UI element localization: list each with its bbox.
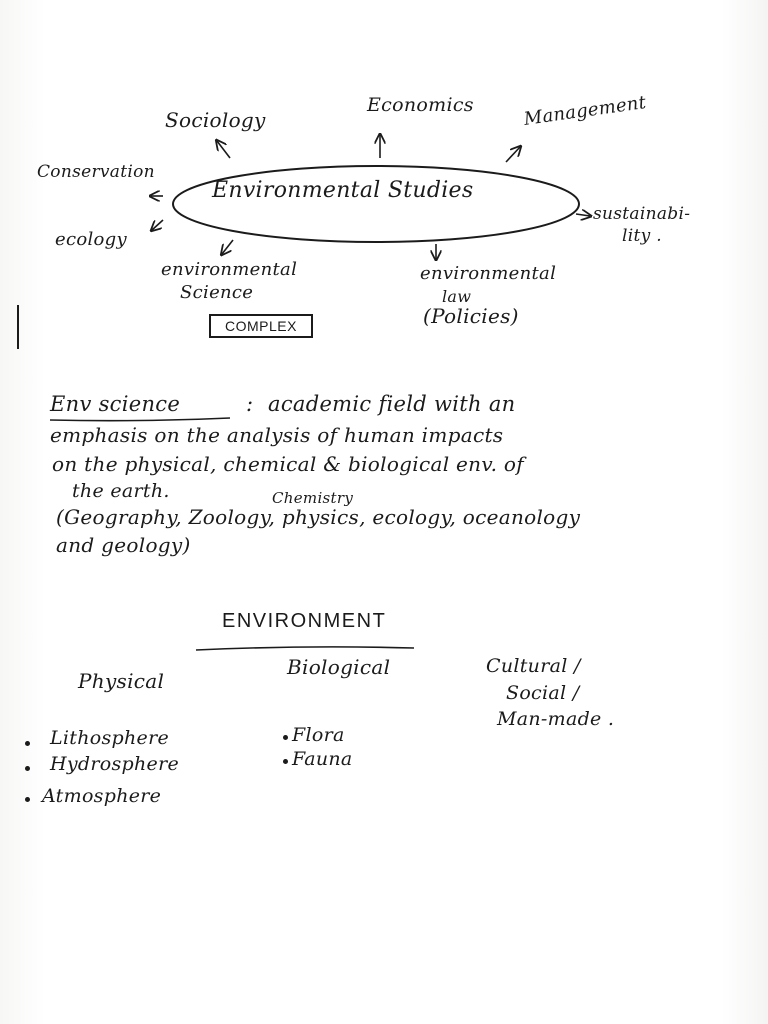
- list-item-hydrosphere: Hydrosphere: [50, 753, 180, 775]
- list-item-fauna: Fauna: [292, 748, 353, 770]
- bullet: [25, 797, 30, 802]
- definition-line-3: on the physical, chemical & biological env. of: [52, 452, 524, 476]
- underline-environment: [196, 647, 414, 650]
- list-item-flora: Flora: [292, 724, 345, 746]
- definition-line-5: (Geography, Zoology, physics, ecology, oceanology: [56, 505, 581, 529]
- list-item-atmosphere: Atmosphere: [42, 785, 162, 807]
- label-env-law-2: law: [442, 287, 472, 306]
- label-economics: Economics: [367, 94, 474, 116]
- label-env-law-1: environmental: [420, 263, 557, 284]
- arrow-management: [506, 147, 520, 162]
- label-management: Management: [522, 91, 648, 130]
- category-cultural-3: Man-made .: [497, 708, 615, 730]
- definition-colon: :: [246, 392, 254, 416]
- definition-line-4: the earth.: [72, 480, 170, 502]
- bullet: [25, 741, 30, 746]
- label-env-science-2: Science: [180, 282, 254, 303]
- definition-term: Env science: [50, 392, 181, 416]
- definition-line-6: and geology): [56, 533, 191, 557]
- label-env-science-1: environmental: [161, 259, 298, 280]
- arrow-sociology: [217, 141, 230, 158]
- complex-box: COMPLEX: [209, 314, 313, 338]
- arrow-env-science: [222, 240, 233, 254]
- category-cultural-1: Cultural /: [486, 655, 581, 677]
- label-sociology: Sociology: [165, 108, 266, 132]
- label-conservation: Conservation: [37, 162, 155, 182]
- bullet: [283, 759, 288, 764]
- arrow-sustainability: [576, 214, 590, 216]
- environment-heading: ENVIRONMENT: [222, 610, 387, 632]
- category-cultural-2: Social /: [506, 682, 580, 704]
- central-title: Environmental Studies: [212, 178, 474, 203]
- definition-above-note: Chemistry: [272, 489, 354, 507]
- bullet: [283, 735, 288, 740]
- category-biological: Biological: [287, 655, 391, 679]
- arrow-ecology: [152, 220, 163, 230]
- category-physical: Physical: [78, 669, 165, 693]
- bullet: [25, 766, 30, 771]
- underline-env-science: [50, 418, 230, 421]
- label-env-law-3: (Policies): [423, 304, 519, 328]
- label-sustainability-1: sustainabi-: [593, 204, 691, 224]
- label-ecology: ecology: [55, 229, 127, 250]
- label-sustainability-2: lity .: [622, 226, 662, 246]
- list-item-lithosphere: Lithosphere: [50, 727, 170, 749]
- definition-line-1: academic field with an: [268, 392, 516, 416]
- definition-line-2: emphasis on the analysis of human impacts: [50, 423, 504, 447]
